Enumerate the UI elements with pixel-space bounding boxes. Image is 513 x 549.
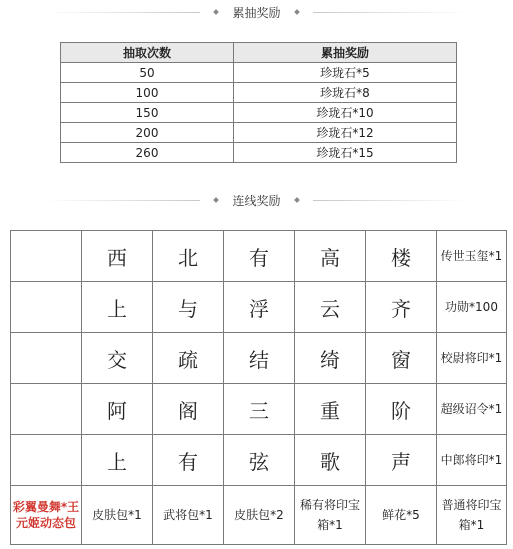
grid-char-cell: 北: [153, 231, 224, 282]
grid-row: [11, 231, 507, 282]
grid-char-cell: 浮: [224, 282, 295, 333]
divider-right: [313, 200, 468, 201]
grid-char-cell: 阁: [153, 384, 224, 435]
bingo-grid-table: [10, 230, 507, 545]
grid-char-cell: 与: [153, 282, 224, 333]
reward-cell: 珍珑石*5: [234, 63, 457, 83]
diamond-icon: [294, 9, 300, 15]
grid-char-cell: 歌: [295, 435, 366, 486]
cumulative-draw-table: [60, 42, 457, 163]
table-row: [61, 83, 457, 103]
grid-char-cell: 上: [82, 282, 153, 333]
grand-prize-label: 彩翼曼舞*王元姬动态包: [11, 486, 82, 545]
grid-row: [11, 435, 507, 486]
reward-cell: 珍珑石*15: [234, 143, 457, 163]
grid-char-cell: 齐: [366, 282, 437, 333]
divider-left: [45, 12, 200, 13]
grid-char-cell: 楼: [366, 231, 437, 282]
grid-row-label: [11, 231, 82, 282]
grid-char-cell: 有: [224, 231, 295, 282]
section-title-text: 连线奖励: [232, 193, 281, 208]
grid-row-label: [11, 384, 82, 435]
diamond-icon: [294, 197, 300, 203]
grid-char-cell: 交: [82, 333, 153, 384]
grid-char-cell: 声: [366, 435, 437, 486]
grid-char-cell: 疏: [153, 333, 224, 384]
draw-count-cell: 50: [61, 63, 234, 83]
grid-char-cell: 有: [153, 435, 224, 486]
grid-row-label: [11, 282, 82, 333]
row-reward-cell: 超级诏令*1: [437, 384, 507, 435]
reward-cell: 珍珑石*10: [234, 103, 457, 123]
reward-cell: 珍珑石*8: [234, 83, 457, 103]
grid-char-cell: 西: [82, 231, 153, 282]
section-title-bingo: [0, 192, 513, 208]
divider-left: [45, 200, 200, 201]
column-reward-cell: 皮肤包*1: [82, 486, 153, 545]
draw-count-cell: 200: [61, 123, 234, 143]
grid-char-cell: 上: [82, 435, 153, 486]
row-reward-cell: 功勋*100: [437, 282, 507, 333]
diamond-icon: [214, 197, 220, 203]
section-title-text: 累抽奖励: [232, 5, 281, 20]
table-row: [61, 103, 457, 123]
grid-char-cell: 结: [224, 333, 295, 384]
grid-bottom-row: [11, 486, 507, 545]
grid-char-cell: 重: [295, 384, 366, 435]
grid-char-cell: 窗: [366, 333, 437, 384]
table-row: [61, 63, 457, 83]
draw-count-cell: 150: [61, 103, 234, 123]
grid-char-cell: 阶: [366, 384, 437, 435]
header-draw-count: 抽取次数: [61, 43, 234, 63]
table-row: [61, 123, 457, 143]
draw-count-cell: 260: [61, 143, 234, 163]
grid-row-label: [11, 435, 82, 486]
row-reward-cell: 传世玉玺*1: [437, 231, 507, 282]
table-header-row: [61, 43, 457, 63]
grid-char-cell: 高: [295, 231, 366, 282]
row-reward-cell: 校尉将印*1: [437, 333, 507, 384]
section-title-cumulative: [0, 4, 513, 20]
grid-char-cell: 三: [224, 384, 295, 435]
column-reward-cell: 稀有将印宝箱*1: [295, 486, 366, 545]
grid-row: [11, 282, 507, 333]
grid-char-cell: 云: [295, 282, 366, 333]
grid-char-cell: 弦: [224, 435, 295, 486]
grid-char-cell: 绮: [295, 333, 366, 384]
grid-row-label: [11, 333, 82, 384]
divider-right: [313, 12, 468, 13]
column-reward-cell: 皮肤包*2: [224, 486, 295, 545]
row-reward-cell: 中郎将印*1: [437, 435, 507, 486]
grid-row: [11, 333, 507, 384]
grid-row: [11, 384, 507, 435]
column-reward-cell: 普通将印宝箱*1: [437, 486, 507, 545]
column-reward-cell: 鲜花*5: [366, 486, 437, 545]
header-reward: 累抽奖励: [234, 43, 457, 63]
grid-char-cell: 阿: [82, 384, 153, 435]
draw-count-cell: 100: [61, 83, 234, 103]
table-row: [61, 143, 457, 163]
reward-cell: 珍珑石*12: [234, 123, 457, 143]
column-reward-cell: 武将包*1: [153, 486, 224, 545]
diamond-icon: [214, 9, 220, 15]
